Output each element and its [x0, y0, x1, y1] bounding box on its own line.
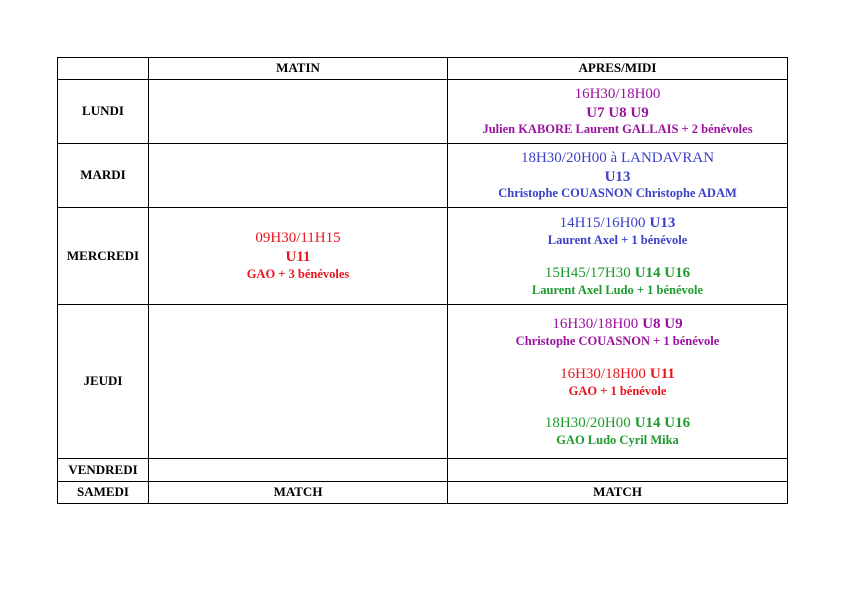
- row-samedi: [58, 482, 788, 504]
- session-staff: GAO Ludo Cyril Mika: [556, 433, 679, 448]
- session-groups: U11: [285, 249, 311, 266]
- afternoon-cell: [448, 208, 788, 305]
- header-corner-cell: [58, 58, 149, 80]
- session-groups: U14 U16: [634, 415, 691, 432]
- session-groups: U8 U9: [642, 316, 683, 333]
- spacer: [448, 350, 787, 364]
- morning-cell: [149, 208, 448, 305]
- session-time: 18H30/20H00: [544, 415, 631, 432]
- session-staff: Laurent Axel Ludo + 1 bénévole: [531, 283, 704, 297]
- afternoon-match: MATCH: [448, 482, 788, 504]
- session-staff: Christophe COUASNON + 1 bénévole: [515, 334, 720, 349]
- row-mardi: [58, 144, 788, 208]
- session-block: [448, 413, 787, 433]
- session-block: [448, 364, 787, 384]
- schedule-table: [57, 57, 788, 504]
- session-time: 16H30/18H00: [574, 85, 661, 102]
- session-time: 18H30/20H00 à LANDAVRAN: [520, 149, 715, 166]
- session-staff: GAO + 3 bénévoles: [246, 266, 350, 281]
- session-block: [448, 314, 787, 334]
- row-lundi: [58, 80, 788, 144]
- morning-cell-empty: [149, 80, 448, 144]
- header-afternoon: APRES/MIDI: [448, 58, 788, 80]
- session-staff: GAO + 1 bénévole: [568, 383, 667, 398]
- row-vendredi: [58, 459, 788, 482]
- session-groups: U13: [649, 215, 676, 232]
- morning-cell-empty: [149, 305, 448, 459]
- morning-match: MATCH: [149, 482, 448, 504]
- session-groups: U14 U16: [634, 265, 691, 281]
- session-staff: Christophe COUASNON Christophe ADAM: [498, 186, 737, 201]
- session-groups: U11: [649, 365, 675, 382]
- afternoon-cell: [448, 305, 788, 459]
- session-staff: Julien KABORE Laurent GALLAIS + 2 bénévoles: [482, 122, 753, 137]
- day-label: LUNDI: [58, 80, 149, 144]
- session-staff: Laurent Axel + 1 bénévole: [547, 233, 688, 248]
- day-label: VENDREDI: [58, 459, 149, 482]
- morning-cell-empty: [149, 144, 448, 208]
- day-label: JEUDI: [58, 305, 149, 459]
- session-block: [448, 213, 787, 233]
- session-time: 16H30/18H00: [560, 365, 646, 382]
- session-time: 09H30/11H15: [255, 230, 341, 247]
- session-block: [448, 263, 787, 283]
- afternoon-cell-empty: [448, 459, 788, 482]
- header-row: [58, 58, 788, 80]
- day-label: MERCREDI: [58, 208, 149, 305]
- afternoon-cell: [448, 80, 788, 144]
- afternoon-cell: [448, 144, 788, 208]
- spacer: [448, 399, 787, 413]
- session-time: 14H15/16H00: [559, 215, 646, 232]
- row-mercredi: [58, 208, 788, 305]
- session-groups: U13: [604, 168, 631, 185]
- header-morning: MATIN: [149, 58, 448, 80]
- session-groups: U7 U8 U9: [586, 104, 649, 121]
- row-jeudi: [58, 305, 788, 459]
- session-time: 16H30/18H00: [552, 316, 639, 333]
- day-label: SAMEDI: [58, 482, 149, 504]
- morning-cell-empty: [149, 459, 448, 482]
- session-time: 15H45/17H30: [544, 265, 631, 281]
- day-label: MARDI: [58, 144, 149, 208]
- spacer: [448, 249, 787, 263]
